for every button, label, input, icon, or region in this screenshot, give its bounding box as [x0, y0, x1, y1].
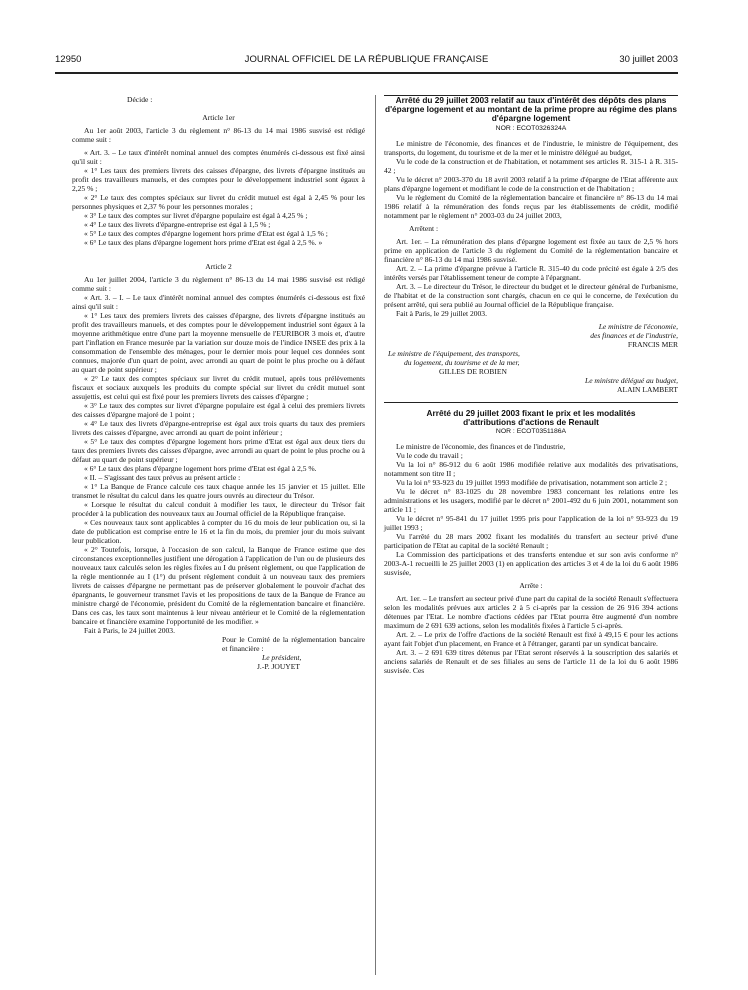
paragraph: Vu le code du travail ;: [396, 451, 463, 461]
signatory-1-role-2: des finances et de l'industrie,: [590, 330, 678, 340]
page-header: [55, 50, 678, 74]
section-rule: [384, 402, 678, 403]
paragraph: « 1° La Banque de France calcule ces taux chaque année les 15 janvier et 15 juillet. Elle transmet le résultat du calcul dans les quatre jours ouvrés au directeur du Trésor.: [72, 482, 365, 500]
signatory-3-name: ALAIN LAMBERT: [617, 384, 678, 394]
paragraph: Vu l'arrêté du 28 mars 2002 fixant les modalités du transfert au secteur privé d'une participation de l'Etat au capital de la société Renault ;: [384, 532, 678, 551]
paragraph: « 5° Le taux des comptes d'épargne logement hors prime d'Etat est égal à 1,5 % ;: [84, 229, 328, 238]
decree-title-2: Arrêté du 29 juillet 2003 fixant le prix et les modalités d'attributions d'actions de Renault: [426, 407, 636, 427]
paragraph: Vu le décret n° 2003-370 du 18 avril 2003 relatif à la prime d'épargne de l'Etat afférente aux plans d'épargne logement et modifiant le code de la construction et de l'habitation ;: [384, 174, 678, 193]
paragraph: « 1° Les taux des premiers livrets des caisses d'épargne, des livrets d'épargne institués au profit des travailleurs manuels, et des comptes pour le développement industriel sont égaux à 2,25 % ;: [72, 166, 365, 193]
paragraph: Art. 1er. – Le transfert au secteur privé d'une part du capital de la société Renault s'effectuera selon les modalités prévues aux articles 2 à 5 ci-après par la cession de 26 916 394 actions détenues par l'Etat. Le nombre d'actions cédées par l'Etat pourra être augmenté d'un nombre maximum de 2 691 639 actions, selon les modalités fixées à l'article 5 ci-après.: [384, 594, 678, 631]
article-2-title: Article 2: [205, 262, 232, 271]
nor-reference-1: NOR : ECOT0326324A: [495, 124, 567, 132]
paragraph: Vu le décret n° 83-1025 du 28 novembre 1983 concernant les relations entre les administrations et les usagers, modifié par le décret n° 2001-492 du 6 juin 2001, notamment son article 11 ;: [384, 487, 678, 515]
paragraph: « II. – S'agissant des taux prévus au présent article :: [84, 473, 241, 482]
paragraph: Vu la loi n° 86-912 du 6 août 1986 modifiée relative aux modalités des privatisations, notamment son titre II ;: [384, 460, 678, 479]
paragraph: « 3° Le taux des comptes sur livret d'épargne populaire est égal à celui des premiers livrets des caisses d'épargne majoré de 1 point ;: [72, 401, 365, 419]
decide-label: Décide :: [127, 95, 153, 104]
paragraph: « Lorsque le résultat du calcul conduit à modifier les taux, le directeur du Trésor fait procéder à la publication des nouveaux taux au Journal officiel de la République française.: [72, 500, 365, 518]
column-divider: [375, 95, 376, 975]
paragraph: Le ministre de l'économie, des finances et de l'industrie,: [396, 442, 566, 452]
decree-title-1: Arrêté du 29 juillet 2003 relatif au taux d'intérêt des dépôts des plans d'épargne logement et au montant de la prime propre au régime des plans d'épargne logement: [385, 95, 677, 124]
paragraph: « 4° Le taux des livrets d'épargne-entreprise est égal à 1,5 % ;: [84, 220, 271, 229]
paragraph: « Art. 3. – I. – Le taux d'intérêt nominal annuel des comptes énumérés ci-dessous est fixé ainsi qu'il suit :: [72, 293, 365, 311]
paragraph: Au 1er juillet 2004, l'article 3 du règlement n° 86-13 du 14 mai 1986 susvisé est rédigé comme suit :: [72, 275, 365, 293]
paragraph: Art. 1er. – La rémunération des plans d'épargne logement est fixée au taux de 2,5 % hors prime en application de l'article 3 du règlement du Comité de la réglementation bancaire et financière n° 86-13 du 14 mai 1986 susvisé.: [384, 236, 678, 264]
paragraph: « 2° Le taux des comptes spéciaux sur livret du crédit mutuel est égal à 2,45 % pour les personnes physiques et 2,37 % pour les personnes morales ;: [72, 193, 365, 211]
paragraph: Art. 2. – La prime d'épargne prévue à l'article R. 315-40 du code précité est égale à 2/5 des intérêts versés par l'établissement teneur de compte à l'épargnant.: [384, 263, 678, 282]
paragraph: Au 1er août 2003, l'article 3 du règlement n° 86-13 du 14 mai 1986 susvisé est rédigé comme suit :: [72, 126, 365, 144]
paragraph: Art. 3. – Le directeur du Trésor, le directeur du budget et le directeur général de l'urbanisme, de l'habitat et de la construction sont chargés, chacun en ce qui le concerne, de l'exécution du présent arrêté, qui sera publié au Journal officiel de la République française.: [384, 281, 678, 309]
arretent-label: Arrêtent :: [409, 223, 439, 233]
paragraph: Vu le règlement du Comité de la réglementation bancaire et financière n° 86-13 du 14 mai 1986 relatif à la rémunération des fonds reçus par les établissements de crédit, modifié notamment par le règlement n° 2003-03 du 24 juillet 2003,: [384, 192, 678, 220]
paragraph: Art. 3. – 2 691 639 titres détenus par l'Etat seront réservés à la souscription des salariés et anciens salariés de Renault et de ses filiales au sens de l'article 11 de la loi du 6 août 1986 susvisée. Ces: [384, 648, 678, 676]
journal-title: JOURNAL OFFICIEL DE LA RÉPUBLIQUE FRANÇAISE: [244, 54, 489, 65]
paragraph: Vu le code de la construction et de l'habitation, et notamment ses articles R. 315-1 à R. 315-42 ;: [384, 156, 678, 175]
signatory-2-role-2: du logement, du tourisme et de la mer,: [404, 357, 520, 367]
signatory-1-name: FRANCIS MER: [627, 339, 678, 349]
paragraph: « 2° Le taux des comptes spéciaux sur livret du crédit mutuel, après tous prélèvements fiscaux et sociaux auxquels les produits du compte spécial sur livret du crédit mutuel sont assujettis, est celui qui est fixé pour les premiers livrets des caisses d'épargne ;: [72, 374, 365, 401]
nor-reference-2: NOR : ECOT0351186A: [495, 428, 567, 436]
issue-date: 30 juillet 2003: [619, 54, 678, 65]
paragraph: « 5° Le taux des comptes d'épargne logement hors prime d'Etat est égal aux deux tiers du taux des premiers livrets des caisses d'épargne, avec arrondi au quart de point le plus proche ou à défaut au quart de point supérieur ;: [72, 437, 365, 464]
signatory-3-role: Le ministre délégué au budget,: [585, 375, 678, 385]
paragraph: « 2° Toutefois, lorsque, à l'occasion de son calcul, la Banque de France estime que des circonstances exceptionnelles justifient une dérogation à l'application de l'un ou de plusieurs des nouveaux taux calculés selon les règles fixées au I du présent règlement, ou que l'application de la règle mentionnée au I (1°) du présent règlement conduit à un nouveau taux des premiers livrets de caisses d'épargne ne permettant pas de préserver globalement le pouvoir d'achat des épargnants, le gouverneur transmet l'avis et les propositions de taux de la Banque de France au ministre chargé de l'économie, président du Comité de la réglementation bancaire et financière. Dans ces cas, les taux sont maintenus à leur niveau antérieur et le Comité de la réglementation bancaire et financière examine l'opportunité de les modifier. »: [72, 545, 365, 626]
signature-place-date: Fait à Paris, le 29 juillet 2003.: [396, 308, 487, 318]
arrete-label: Arrête :: [519, 581, 543, 591]
article-1-title: Article 1er: [202, 113, 235, 122]
signature-place-date: Fait à Paris, le 24 juillet 2003.: [84, 626, 175, 635]
signatory-2-name: GILLES DE ROBIEN: [439, 366, 507, 376]
paragraph: « 6° Le taux des plans d'épargne logement hors prime d'Etat est égal à 2,5 %.: [84, 464, 317, 473]
paragraph: Vu le décret n° 95-841 du 17 juillet 1995 pris pour l'application de la loi n° 93-923 du 19 juillet 1993 ;: [384, 514, 678, 533]
paragraph: « 6° Le taux des plans d'épargne logement hors prime d'Etat est égal à 2,5 %. »: [84, 238, 323, 247]
right-column: [384, 95, 678, 675]
signature-role: Pour le Comité de la réglementation bancaire et financière :: [222, 635, 365, 653]
paragraph: « 4° Le taux des livrets d'épargne-entreprise est égal aux trois quarts du taux des premiers livrets des caisses d'épargne, avec arrondi au quart de point inférieur ;: [72, 419, 365, 437]
left-column: [72, 95, 365, 671]
paragraph: Vu la loi n° 93-923 du 19 juillet 1993 modifiée de privatisation, notamment son article 2 ;: [396, 478, 668, 488]
paragraph: « Art. 3. – Le taux d'intérêt nominal annuel des comptes énumérés ci-dessous est fixé ainsi qu'il suit :: [72, 148, 365, 166]
signatory-2-role: Le ministre de l'équipement, des transports,: [388, 348, 520, 358]
signature-name: J.-P. JOUYET: [257, 662, 300, 671]
paragraph: Le ministre de l'économie, des finances et de l'industrie, le ministre de l'équipement, des transports, du logement, du tourisme et de la mer et le ministre délégué au budget,: [384, 138, 678, 157]
page-number: 12950: [55, 54, 82, 65]
signatory-1-role: Le ministre de l'économie,: [598, 321, 678, 331]
paragraph: « 3° Le taux des comptes sur livret d'épargne populaire est égal à 4,25 % ;: [84, 211, 308, 220]
paragraph: Art. 2. – Le prix de l'offre d'actions de la société Renault est fixé à 49,15 € pour les actions ayant fait l'objet d'un placement, en France et à l'étranger, garanti par un syndicat bancaire.: [384, 630, 678, 649]
paragraph: La Commission des participations et des transferts entendue et sur son avis conforme n° 2003-A-1 recueilli le 25 juillet 2003 (1) en application des articles 3 et 4 de la loi du 6 août 1986 susvisée,: [384, 550, 678, 578]
paragraph: « 1° Les taux des premiers livrets des caisses d'épargne, des livrets d'épargne institués au profit des travailleurs manuels, et des comptes pour le développement industriel sont égaux à la moyenne arithmétique entre d'une part la moyenne mensuelle de l'EURIBOR 3 mois et, d'autre part l'inflation en France mesurée par la variation sur douze mois de l'indice INSEE des prix à la consommation de l'ensemble des ménages, pour le dernier mois pour lequel ces données sont connues, majorée d'un quart de point, avec arrondi au quart de point le plus proche ou à défaut au quart de point supérieur ;: [72, 311, 365, 374]
paragraph: « Ces nouveaux taux sont applicables à compter du 16 du mois de leur publication ou, si la date de publication est comprise entre le 16 et la fin du mois, du premier jour du mois suivant leur publication.: [72, 518, 365, 545]
signature-title: Le président,: [262, 653, 302, 662]
